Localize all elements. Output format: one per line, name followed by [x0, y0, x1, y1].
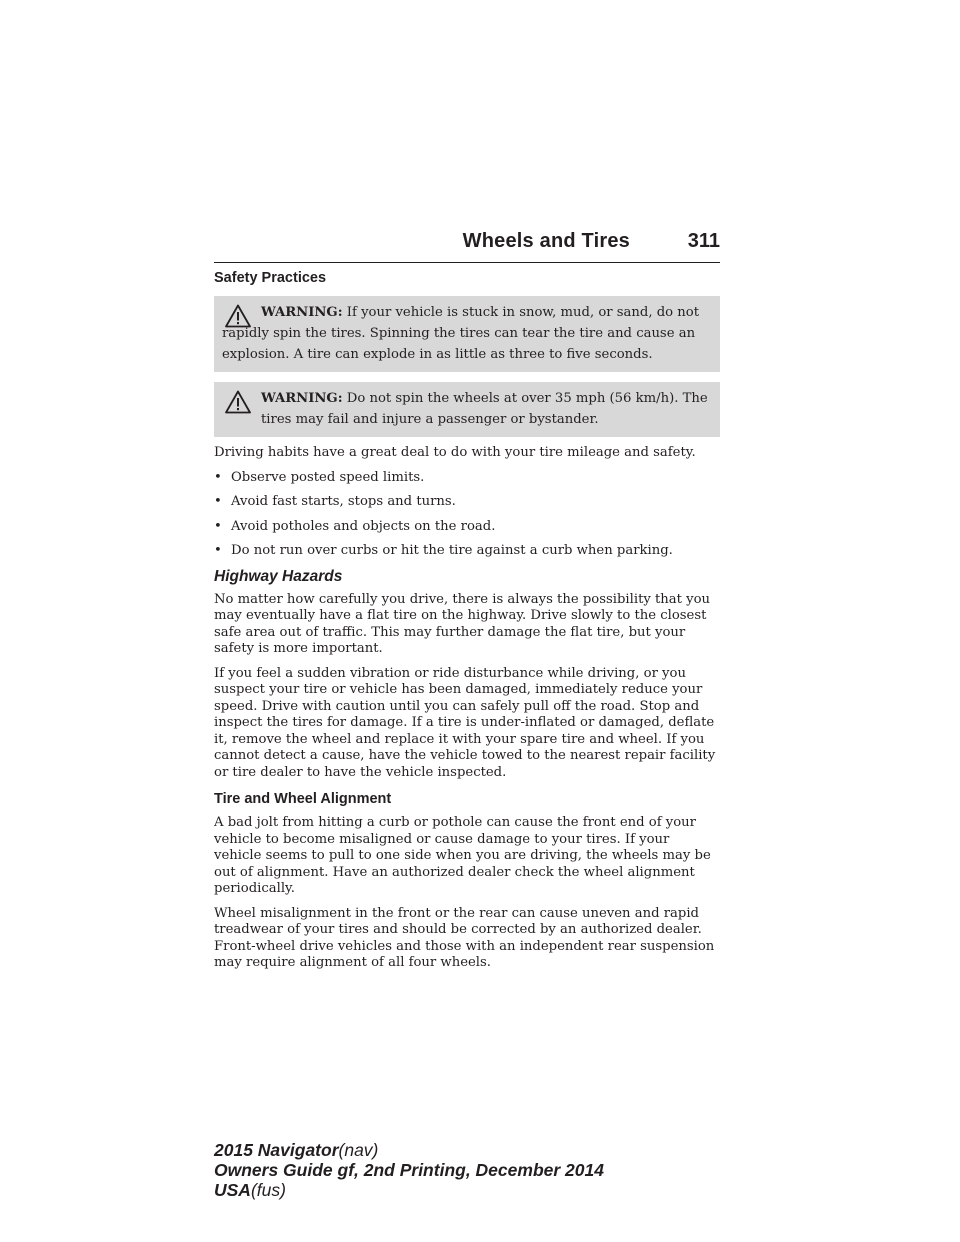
- footer-model: 2015 Navigator: [214, 1140, 339, 1160]
- list-item: • Avoid potholes and objects on the road.: [214, 518, 496, 534]
- warning-triangle-icon: [225, 304, 251, 328]
- safety-list: [214, 470, 720, 560]
- footer-market-code: (fus): [250, 1180, 286, 1200]
- paragraph: If you feel a sudden vibration or ride disturbance while driving, or you suspect your tire or vehicle has been damaged, immediately reduce your speed. Drive with caution until you can safely pull off the road. Stop and inspect the tires for damage. If a tire is under-inflated or damaged, deflate it, remove the wheel and replace it with your spare tire and wheel. If you cannot detect a cause, have the vehicle towed to the nearest repair facility or tire dealer to have the vehicle inspected.: [214, 665, 716, 780]
- page-content: [214, 270, 720, 980]
- footer-model-code: (nav): [338, 1140, 379, 1160]
- warning-box: [214, 296, 720, 372]
- warning-body: If your vehicle is stuck in snow, mud, or sand, do not rapidly spin the tires. Spinning the tires can tear the tire and cause an explosion. A tire can explode in as little as three to five seconds.: [222, 305, 700, 362]
- warning-body: Do not spin the wheels at over 35 mph (56 km/h). The tires may fail and injure a passenger or bystander.: [261, 391, 708, 427]
- chapter-title: Wheels and Tires: [462, 230, 630, 252]
- section-heading-alignment: Tire and Wheel Alignment: [214, 791, 392, 807]
- list-item: • Avoid fast starts, stops and turns.: [214, 494, 456, 509]
- warning-text: [222, 302, 712, 365]
- list-item: • Observe posted speed limits.: [214, 469, 425, 485]
- page-footer: [214, 1140, 604, 1200]
- warning-box: [214, 382, 720, 437]
- list-item: • Do not run over curbs or hit the tire against a curb when parking.: [214, 543, 673, 558]
- intro-paragraph: Driving habits have a great deal to do with your tire mileage and safety.: [214, 445, 696, 460]
- paragraph: No matter how carefully you drive, there is always the possibility that you may eventually have a flat tire on the highway. Drive slowly to the closest safe area out of traffic. This may further damage the flat tire, but your safety is more important.: [214, 591, 711, 656]
- section-heading-highway: Highway Hazards: [214, 567, 343, 585]
- page-header: [214, 228, 720, 263]
- warning-triangle-icon: [225, 390, 251, 414]
- paragraph: A bad jolt from hitting a curb or pothole can cause the front end of your vehicle to become misaligned or cause damage to your tires. If your vehicle seems to pull to one side when you are driving, the wheels may be out of alignment. Have an authorized dealer check the wheel alignment periodically.: [214, 815, 711, 896]
- footer-market: USA: [214, 1180, 251, 1200]
- warning-label: WARNING:: [261, 305, 343, 320]
- warning-label: WARNING:: [261, 391, 343, 406]
- warning-text: [222, 388, 712, 430]
- footer-guide: Owners Guide gf, 2nd Printing, December 2014: [214, 1160, 604, 1180]
- page-number: 311: [687, 230, 720, 252]
- section-heading-safety: Safety Practices: [214, 270, 327, 286]
- paragraph: Wheel misalignment in the front or the rear can cause uneven and rapid treadwear of your tires and should be corrected by an authorized dealer. Front-wheel drive vehicles and those with an independent rear suspension may require alignment of all four wheels.: [214, 905, 715, 970]
